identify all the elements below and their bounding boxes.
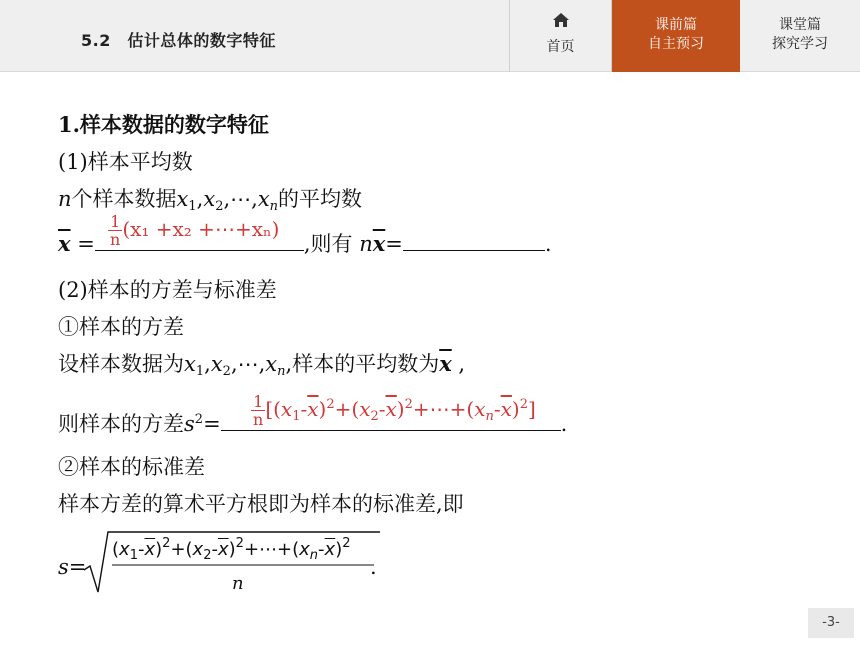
tab-preview-line1: 课前篇	[655, 17, 697, 33]
subheading-mean: (1)样本平均数	[58, 150, 193, 174]
variance-answer	[251, 393, 536, 428]
heading-number: 1	[58, 112, 73, 137]
var-frac-den: n	[253, 410, 264, 429]
mean-frac-num: 1	[108, 213, 122, 231]
heading-text: .样本数据的数字特征	[72, 112, 269, 137]
tab-preview[interactable]	[612, 0, 740, 72]
std-title: ②样本的标准差	[58, 455, 205, 479]
top-bar	[0, 0, 860, 72]
home-button[interactable]	[509, 0, 612, 72]
mean-frac-den: n	[110, 230, 121, 249]
mean-intro-suffix: 的平均数	[278, 187, 363, 211]
mean-answer	[108, 213, 279, 248]
tab-classroom-line1: 课堂篇	[779, 17, 821, 33]
variance-line-text: 则样本的方差	[58, 412, 184, 436]
section-title: 5.2 估计总体的数字特征	[81, 31, 276, 50]
variance-title: ①样本的方差	[58, 315, 184, 339]
mean-sum: (x₁ +x₂ +⋯+xₙ)	[122, 217, 280, 241]
variance-intro-mid: ,样本的平均数为	[285, 352, 440, 376]
variance-line: 则样本的方差$s^2=$ .	[58, 412, 568, 436]
subheading-variance: (2)样本的方差与标准差	[58, 278, 277, 302]
tab-preview-line2: 自主预习	[648, 36, 704, 52]
home-label: 首页	[546, 39, 575, 55]
variance-intro-text: 设样本数据为	[58, 352, 184, 376]
tab-classroom[interactable]	[740, 0, 860, 72]
home-icon	[552, 12, 570, 28]
std-numerator: $(x_1-\overline{x})^2+(x_2-\overline{x})^2+\cdots+(x_n-\overline{x})^2$	[112, 536, 351, 563]
std-period: .	[370, 555, 377, 579]
std-description: 样本方差的算术平方根即为样本的标准差,即	[58, 492, 464, 516]
mean-blank	[95, 250, 304, 251]
page-number: -3-	[808, 608, 854, 638]
variance-blank	[221, 430, 561, 431]
var-frac-num: 1	[251, 393, 265, 411]
mean-intro: n个样本数据$x_1,x_2,\cdots,x_n$的平均数	[58, 187, 363, 214]
std-denominator: n	[232, 573, 244, 594]
std-formula: s=	[58, 555, 87, 579]
mean-intro-text: 个样本数据	[71, 187, 177, 211]
tab-classroom-line2: 探究学习	[772, 36, 828, 52]
mean-then-text: ,则有	[303, 232, 353, 256]
mean-fraction	[108, 213, 122, 248]
mean-total-blank	[403, 250, 545, 251]
variance-intro: 设样本数据为$x_1,x_2,\cdots,x_n$,样本的平均数为$\overline{x}$ ,	[58, 351, 466, 379]
mean-formula: $\overline{x}$ = ,则有 $n\overline{x}=$ .	[58, 231, 552, 256]
variance-fraction	[251, 393, 265, 428]
section-heading	[58, 113, 269, 137]
variance-expression: $[(x_1-\overline{x})^2+(x_2-\overline{x})^2+\cdots+(x_n-\overline{x})^2]$	[265, 397, 536, 424]
